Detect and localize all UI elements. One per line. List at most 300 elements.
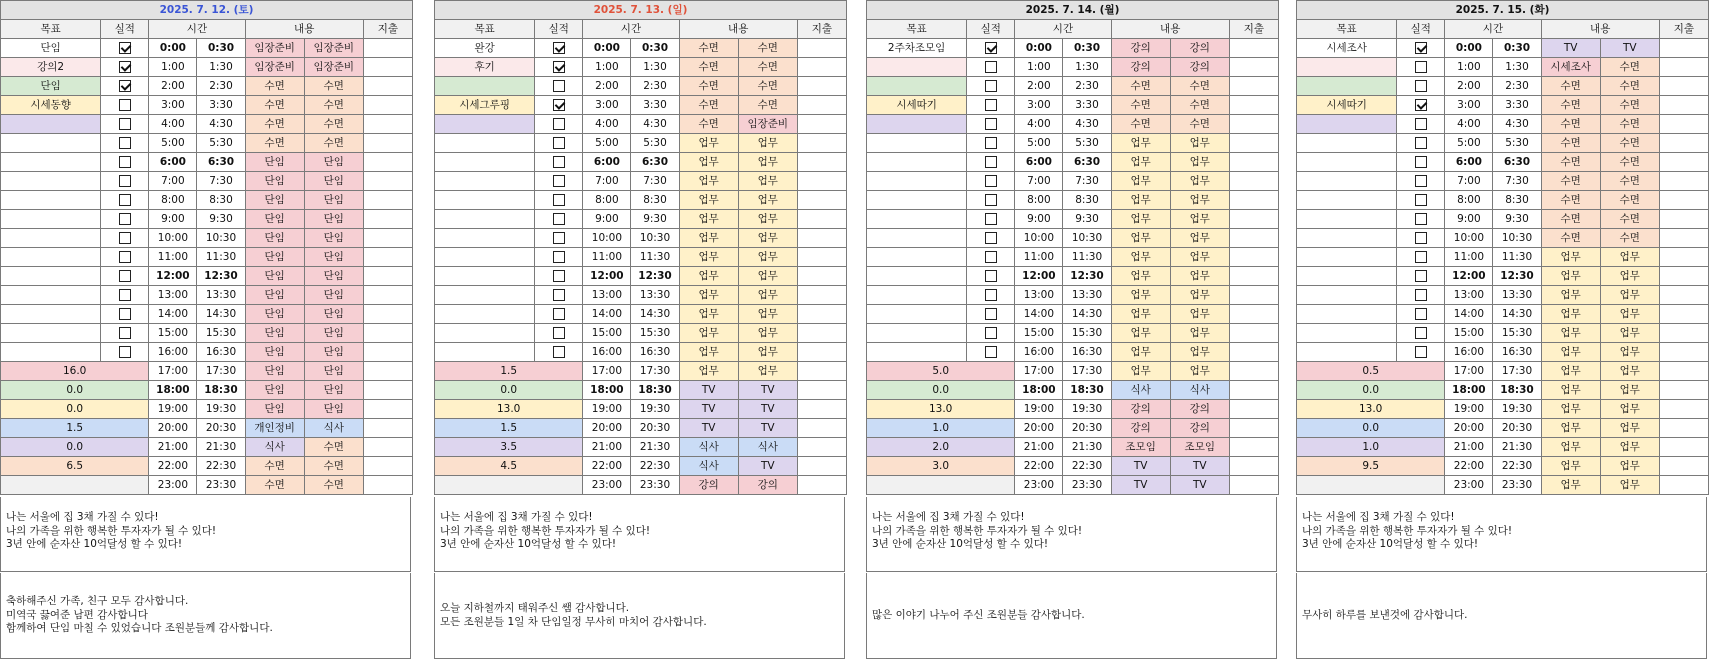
checkbox[interactable] (119, 346, 131, 358)
content-cell[interactable]: TV (1170, 457, 1229, 476)
goal-cell[interactable]: 시세따기 (1297, 96, 1397, 115)
content-cell[interactable]: 임장준비 (304, 39, 363, 58)
expense-cell[interactable] (1659, 210, 1708, 229)
content-cell[interactable]: 단임 (304, 248, 363, 267)
content-cell[interactable]: 수면 (1600, 96, 1659, 115)
checkbox[interactable] (1415, 327, 1427, 339)
expense-cell[interactable] (363, 172, 412, 191)
content-cell[interactable]: 업무 (1111, 343, 1170, 362)
checkbox[interactable] (553, 99, 565, 111)
expense-cell[interactable] (1229, 305, 1278, 324)
content-cell[interactable]: TV (1111, 457, 1170, 476)
content-cell[interactable]: 업무 (1170, 248, 1229, 267)
expense-cell[interactable] (797, 400, 846, 419)
checkbox[interactable] (985, 99, 997, 111)
content-cell[interactable]: 수면 (1541, 210, 1600, 229)
expense-cell[interactable] (1659, 172, 1708, 191)
content-cell[interactable]: 수면 (245, 476, 304, 495)
goal-cell[interactable] (1, 191, 101, 210)
expense-cell[interactable] (797, 305, 846, 324)
goal-cell[interactable]: 완강 (435, 39, 535, 58)
goal-cell[interactable] (1297, 77, 1397, 96)
expense-cell[interactable] (1659, 324, 1708, 343)
checkbox[interactable] (985, 137, 997, 149)
content-cell[interactable]: 업무 (1600, 362, 1659, 381)
content-cell[interactable]: 업무 (679, 153, 738, 172)
checkbox[interactable] (553, 118, 565, 130)
content-cell[interactable]: 수면 (245, 457, 304, 476)
content-cell[interactable]: 업무 (679, 324, 738, 343)
content-cell[interactable]: 단임 (245, 172, 304, 191)
checkbox[interactable] (1415, 42, 1427, 54)
expense-cell[interactable] (797, 438, 846, 457)
checkbox[interactable] (985, 156, 997, 168)
goal-cell[interactable]: 3.0 (867, 457, 1015, 476)
expense-cell[interactable] (797, 324, 846, 343)
content-cell[interactable]: 단임 (245, 267, 304, 286)
content-cell[interactable]: 업무 (1600, 400, 1659, 419)
content-cell[interactable]: 단임 (245, 305, 304, 324)
checkbox[interactable] (985, 346, 997, 358)
expense-cell[interactable] (363, 229, 412, 248)
content-cell[interactable]: TV (738, 381, 797, 400)
checkbox[interactable] (119, 175, 131, 187)
goal-cell[interactable] (1, 153, 101, 172)
checkbox[interactable] (985, 308, 997, 320)
content-cell[interactable]: 업무 (1541, 286, 1600, 305)
content-cell[interactable]: 수면 (679, 115, 738, 134)
content-cell[interactable]: 강의 (738, 476, 797, 495)
content-cell[interactable]: 업무 (1170, 229, 1229, 248)
content-cell[interactable]: 업무 (738, 267, 797, 286)
content-cell[interactable]: 수면 (1541, 153, 1600, 172)
goal-cell[interactable] (435, 286, 535, 305)
content-cell[interactable]: 업무 (1111, 286, 1170, 305)
expense-cell[interactable] (363, 267, 412, 286)
content-cell[interactable]: 임장준비 (304, 58, 363, 77)
content-cell[interactable]: TV (1170, 476, 1229, 495)
goal-cell[interactable] (1, 172, 101, 191)
content-cell[interactable]: 업무 (1111, 172, 1170, 191)
content-cell[interactable]: 업무 (1600, 476, 1659, 495)
goal-cell[interactable] (1, 115, 101, 134)
content-cell[interactable]: 단임 (245, 210, 304, 229)
content-cell[interactable]: TV (679, 419, 738, 438)
goal-cell[interactable] (435, 115, 535, 134)
checkbox[interactable] (553, 346, 565, 358)
content-cell[interactable]: 시세조사 (1541, 58, 1600, 77)
goal-cell[interactable] (1, 286, 101, 305)
checkbox[interactable] (553, 42, 565, 54)
expense-cell[interactable] (1229, 229, 1278, 248)
checkbox[interactable] (553, 232, 565, 244)
checkbox[interactable] (1415, 156, 1427, 168)
content-cell[interactable]: 수면 (1600, 172, 1659, 191)
content-cell[interactable]: 수면 (245, 115, 304, 134)
content-cell[interactable]: 단임 (304, 324, 363, 343)
goal-cell[interactable]: 0.0 (1, 381, 149, 400)
checkbox[interactable] (553, 270, 565, 282)
goal-cell[interactable] (867, 77, 967, 96)
checkbox[interactable] (553, 194, 565, 206)
content-cell[interactable]: 식사 (738, 438, 797, 457)
content-cell[interactable]: 수면 (304, 476, 363, 495)
goal-cell[interactable] (435, 191, 535, 210)
content-cell[interactable]: 업무 (1541, 457, 1600, 476)
checkbox[interactable] (119, 251, 131, 263)
checkbox[interactable] (119, 42, 131, 54)
checkbox[interactable] (1415, 270, 1427, 282)
content-cell[interactable]: 식사 (679, 457, 738, 476)
goal-cell[interactable]: 시세그루핑 (435, 96, 535, 115)
goal-cell[interactable] (867, 305, 967, 324)
content-cell[interactable]: 업무 (738, 305, 797, 324)
content-cell[interactable]: 수면 (738, 58, 797, 77)
content-cell[interactable]: 업무 (1600, 305, 1659, 324)
expense-cell[interactable] (1659, 286, 1708, 305)
checkbox[interactable] (985, 251, 997, 263)
content-cell[interactable]: TV (738, 400, 797, 419)
content-cell[interactable]: 수면 (1541, 229, 1600, 248)
expense-cell[interactable] (1229, 39, 1278, 58)
content-cell[interactable]: 수면 (304, 134, 363, 153)
goal-cell[interactable] (1297, 153, 1397, 172)
expense-cell[interactable] (1229, 362, 1278, 381)
expense-cell[interactable] (797, 39, 846, 58)
checkbox[interactable] (119, 213, 131, 225)
expense-cell[interactable] (1229, 134, 1278, 153)
content-cell[interactable]: 조모임 (1111, 438, 1170, 457)
content-cell[interactable]: 업무 (1111, 229, 1170, 248)
content-cell[interactable]: 단임 (245, 153, 304, 172)
goal-cell[interactable]: 0.0 (435, 381, 583, 400)
checkbox[interactable] (553, 289, 565, 301)
content-cell[interactable]: 단임 (304, 343, 363, 362)
content-cell[interactable]: 강의 (1170, 58, 1229, 77)
goal-cell[interactable] (435, 77, 535, 96)
content-cell[interactable]: 업무 (1600, 419, 1659, 438)
expense-cell[interactable] (363, 419, 412, 438)
content-cell[interactable]: 임장준비 (245, 39, 304, 58)
content-cell[interactable]: 강의 (1111, 419, 1170, 438)
checkbox[interactable] (1415, 137, 1427, 149)
goal-cell[interactable] (867, 248, 967, 267)
expense-cell[interactable] (1229, 286, 1278, 305)
content-cell[interactable]: 단임 (304, 172, 363, 191)
content-cell[interactable]: 수면 (245, 96, 304, 115)
content-cell[interactable]: 업무 (1111, 362, 1170, 381)
content-cell[interactable]: 개인정비 (245, 419, 304, 438)
content-cell[interactable]: 수면 (1170, 96, 1229, 115)
expense-cell[interactable] (1659, 343, 1708, 362)
goal-cell[interactable]: 강의2 (1, 58, 101, 77)
checkbox[interactable] (553, 308, 565, 320)
expense-cell[interactable] (1659, 191, 1708, 210)
goal-cell[interactable]: 9.5 (1297, 457, 1445, 476)
content-cell[interactable]: 업무 (679, 134, 738, 153)
checkbox[interactable] (553, 175, 565, 187)
checkbox[interactable] (553, 156, 565, 168)
goal-cell[interactable] (867, 324, 967, 343)
content-cell[interactable]: 업무 (679, 191, 738, 210)
checkbox[interactable] (985, 175, 997, 187)
content-cell[interactable]: 업무 (1111, 267, 1170, 286)
content-cell[interactable]: 수면 (679, 58, 738, 77)
expense-cell[interactable] (363, 324, 412, 343)
content-cell[interactable]: 단임 (304, 267, 363, 286)
expense-cell[interactable] (797, 286, 846, 305)
expense-cell[interactable] (1229, 457, 1278, 476)
expense-cell[interactable] (363, 134, 412, 153)
expense-cell[interactable] (1229, 191, 1278, 210)
content-cell[interactable]: TV (1111, 476, 1170, 495)
checkbox[interactable] (1415, 118, 1427, 130)
expense-cell[interactable] (1659, 457, 1708, 476)
content-cell[interactable]: 강의 (1111, 39, 1170, 58)
goal-cell[interactable]: 0.0 (1297, 381, 1445, 400)
goal-cell[interactable]: 0.0 (867, 381, 1015, 400)
content-cell[interactable]: 업무 (1541, 419, 1600, 438)
content-cell[interactable]: 업무 (679, 305, 738, 324)
checkbox[interactable] (985, 232, 997, 244)
goal-cell[interactable] (867, 210, 967, 229)
content-cell[interactable]: 업무 (738, 153, 797, 172)
checkbox[interactable] (1415, 213, 1427, 225)
expense-cell[interactable] (1229, 153, 1278, 172)
content-cell[interactable]: 식사 (304, 419, 363, 438)
checkbox[interactable] (553, 251, 565, 263)
content-cell[interactable]: 업무 (1600, 343, 1659, 362)
goal-cell[interactable] (867, 191, 967, 210)
content-cell[interactable]: 업무 (1170, 267, 1229, 286)
content-cell[interactable]: 강의 (679, 476, 738, 495)
goal-cell[interactable] (435, 153, 535, 172)
expense-cell[interactable] (797, 172, 846, 191)
content-cell[interactable]: 업무 (738, 286, 797, 305)
content-cell[interactable]: 수면 (1541, 96, 1600, 115)
goal-cell[interactable]: 1.5 (435, 362, 583, 381)
expense-cell[interactable] (363, 77, 412, 96)
checkbox[interactable] (553, 80, 565, 92)
checkbox[interactable] (119, 118, 131, 130)
content-cell[interactable]: 단임 (304, 381, 363, 400)
goal-cell[interactable]: 0.0 (1297, 419, 1445, 438)
goal-cell[interactable] (1, 267, 101, 286)
goal-cell[interactable]: 0.0 (1, 400, 149, 419)
expense-cell[interactable] (1659, 77, 1708, 96)
goal-cell[interactable] (1297, 267, 1397, 286)
goal-cell[interactable] (1297, 343, 1397, 362)
checkbox[interactable] (985, 289, 997, 301)
expense-cell[interactable] (1659, 476, 1708, 495)
content-cell[interactable]: 업무 (1170, 305, 1229, 324)
checkbox[interactable] (985, 42, 997, 54)
content-cell[interactable]: 수면 (738, 77, 797, 96)
goal-cell[interactable]: 13.0 (435, 400, 583, 419)
checkbox[interactable] (985, 80, 997, 92)
goal-cell[interactable] (867, 172, 967, 191)
expense-cell[interactable] (1659, 96, 1708, 115)
content-cell[interactable]: 수면 (304, 457, 363, 476)
expense-cell[interactable] (1229, 324, 1278, 343)
content-cell[interactable]: TV (679, 381, 738, 400)
goal-cell[interactable]: 4.5 (435, 457, 583, 476)
checkbox[interactable] (119, 270, 131, 282)
goal-cell[interactable] (1297, 229, 1397, 248)
content-cell[interactable]: 업무 (1170, 362, 1229, 381)
content-cell[interactable]: 업무 (1541, 248, 1600, 267)
content-cell[interactable]: 수면 (1111, 96, 1170, 115)
content-cell[interactable]: 수면 (1600, 115, 1659, 134)
checkbox[interactable] (985, 213, 997, 225)
expense-cell[interactable] (1659, 438, 1708, 457)
content-cell[interactable]: TV (679, 400, 738, 419)
content-cell[interactable]: 업무 (738, 134, 797, 153)
content-cell[interactable]: 업무 (1600, 438, 1659, 457)
goal-cell[interactable] (1297, 172, 1397, 191)
content-cell[interactable]: 업무 (1541, 438, 1600, 457)
content-cell[interactable]: 업무 (1111, 134, 1170, 153)
goal-cell[interactable] (1297, 134, 1397, 153)
content-cell[interactable]: 업무 (1170, 343, 1229, 362)
expense-cell[interactable] (1659, 362, 1708, 381)
goal-cell[interactable] (435, 248, 535, 267)
checkbox[interactable] (119, 308, 131, 320)
content-cell[interactable]: 업무 (1600, 267, 1659, 286)
goal-cell[interactable] (1297, 115, 1397, 134)
goal-cell[interactable]: 1.5 (1, 419, 149, 438)
content-cell[interactable]: 수면 (1600, 58, 1659, 77)
content-cell[interactable]: 업무 (679, 229, 738, 248)
content-cell[interactable]: 업무 (679, 210, 738, 229)
goal-cell[interactable] (867, 58, 967, 77)
goal-cell[interactable]: 1.0 (1297, 438, 1445, 457)
content-cell[interactable]: 업무 (1600, 457, 1659, 476)
content-cell[interactable]: 업무 (1541, 362, 1600, 381)
content-cell[interactable]: 수면 (245, 77, 304, 96)
goal-cell[interactable] (867, 267, 967, 286)
content-cell[interactable]: 업무 (679, 286, 738, 305)
goal-cell[interactable] (867, 115, 967, 134)
expense-cell[interactable] (1659, 400, 1708, 419)
expense-cell[interactable] (797, 77, 846, 96)
content-cell[interactable]: 단임 (304, 229, 363, 248)
expense-cell[interactable] (363, 248, 412, 267)
content-cell[interactable]: 단임 (245, 381, 304, 400)
checkbox[interactable] (553, 61, 565, 73)
content-cell[interactable]: 업무 (738, 362, 797, 381)
expense-cell[interactable] (797, 476, 846, 495)
goal-cell[interactable] (1, 305, 101, 324)
expense-cell[interactable] (1229, 58, 1278, 77)
content-cell[interactable]: 단임 (304, 305, 363, 324)
expense-cell[interactable] (363, 400, 412, 419)
expense-cell[interactable] (1659, 229, 1708, 248)
expense-cell[interactable] (797, 58, 846, 77)
content-cell[interactable]: 업무 (679, 248, 738, 267)
expense-cell[interactable] (363, 96, 412, 115)
expense-cell[interactable] (1229, 267, 1278, 286)
checkbox[interactable] (1415, 232, 1427, 244)
checkbox[interactable] (985, 118, 997, 130)
checkbox[interactable] (1415, 80, 1427, 92)
expense-cell[interactable] (363, 438, 412, 457)
content-cell[interactable]: 업무 (1111, 191, 1170, 210)
expense-cell[interactable] (1229, 210, 1278, 229)
content-cell[interactable]: TV (738, 419, 797, 438)
content-cell[interactable]: 수면 (1541, 191, 1600, 210)
content-cell[interactable]: 식사 (1111, 381, 1170, 400)
expense-cell[interactable] (797, 362, 846, 381)
content-cell[interactable]: 수면 (1111, 77, 1170, 96)
expense-cell[interactable] (1659, 134, 1708, 153)
goal-cell[interactable] (435, 305, 535, 324)
expense-cell[interactable] (797, 419, 846, 438)
expense-cell[interactable] (1659, 419, 1708, 438)
content-cell[interactable]: 업무 (1111, 210, 1170, 229)
goal-cell[interactable] (867, 286, 967, 305)
goal-cell[interactable]: 0.5 (1297, 362, 1445, 381)
goal-cell[interactable] (867, 343, 967, 362)
content-cell[interactable]: 업무 (1541, 267, 1600, 286)
content-cell[interactable]: 수면 (1541, 115, 1600, 134)
goal-cell[interactable] (1, 229, 101, 248)
checkbox[interactable] (1415, 289, 1427, 301)
goal-cell[interactable] (435, 476, 583, 495)
goal-cell[interactable] (867, 153, 967, 172)
expense-cell[interactable] (1229, 172, 1278, 191)
expense-cell[interactable] (363, 343, 412, 362)
content-cell[interactable]: 업무 (1600, 324, 1659, 343)
checkbox[interactable] (1415, 99, 1427, 111)
expense-cell[interactable] (363, 191, 412, 210)
expense-cell[interactable] (1229, 438, 1278, 457)
content-cell[interactable]: 업무 (738, 229, 797, 248)
expense-cell[interactable] (1659, 153, 1708, 172)
content-cell[interactable]: TV (1541, 39, 1600, 58)
goal-cell[interactable] (1, 210, 101, 229)
expense-cell[interactable] (363, 115, 412, 134)
content-cell[interactable]: 업무 (738, 324, 797, 343)
checkbox[interactable] (1415, 194, 1427, 206)
content-cell[interactable]: 수면 (1111, 115, 1170, 134)
content-cell[interactable]: 수면 (679, 77, 738, 96)
expense-cell[interactable] (363, 362, 412, 381)
expense-cell[interactable] (797, 134, 846, 153)
expense-cell[interactable] (797, 248, 846, 267)
content-cell[interactable]: 수면 (304, 77, 363, 96)
content-cell[interactable]: 단임 (245, 324, 304, 343)
content-cell[interactable]: 단임 (245, 191, 304, 210)
goal-cell[interactable] (435, 343, 535, 362)
content-cell[interactable]: 업무 (1600, 381, 1659, 400)
content-cell[interactable]: 수면 (245, 134, 304, 153)
content-cell[interactable]: 업무 (1111, 324, 1170, 343)
goal-cell[interactable] (1297, 476, 1445, 495)
goal-cell[interactable] (1297, 58, 1397, 77)
checkbox[interactable] (1415, 251, 1427, 263)
checkbox[interactable] (119, 194, 131, 206)
expense-cell[interactable] (1659, 381, 1708, 400)
expense-cell[interactable] (363, 153, 412, 172)
goal-cell[interactable] (435, 267, 535, 286)
content-cell[interactable]: 수면 (304, 115, 363, 134)
content-cell[interactable]: 수면 (1600, 229, 1659, 248)
checkbox[interactable] (985, 327, 997, 339)
content-cell[interactable]: TV (738, 457, 797, 476)
content-cell[interactable]: 식사 (679, 438, 738, 457)
content-cell[interactable]: 수면 (738, 96, 797, 115)
